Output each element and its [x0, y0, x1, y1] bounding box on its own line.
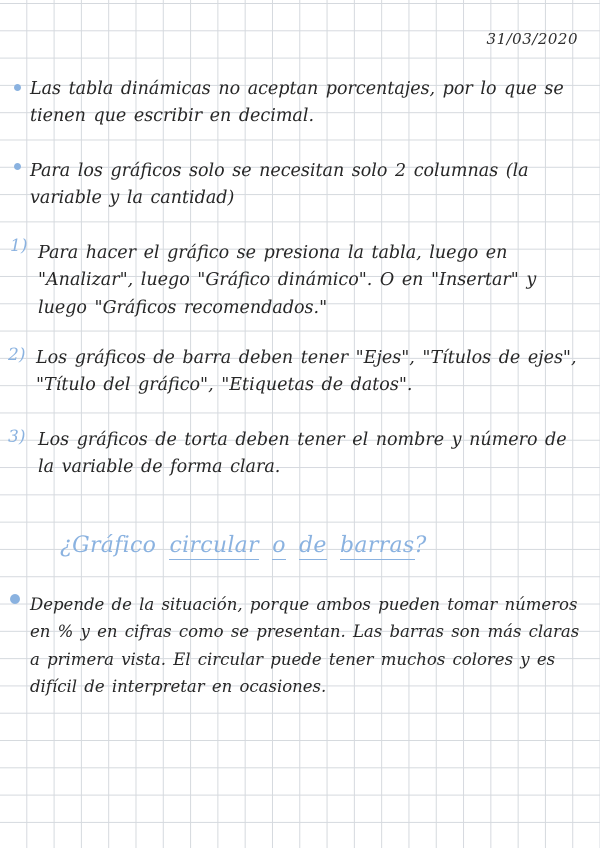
note-3-text: Para hacer el gráfico se presiona la tabla, luego en "Analizar", luego "Gráfico dinámico". O en "Insertar" y luego "Gráficos recomendados." [38, 243, 537, 318]
heading-word-barras: barras [340, 533, 415, 558]
heading-question-close: ? [414, 533, 427, 558]
heading-word-o: o [272, 533, 286, 558]
heading-word-circular: circular [169, 533, 259, 558]
bullet-dot-icon [14, 84, 21, 91]
heading-word-de: de [299, 533, 327, 558]
note-2-text: Para los gráficos solo se necesitan solo 2 columnas (la variable y la cantidad) [30, 161, 529, 209]
note-5-text: Los gráficos de torta deben tener el nombre y número de la variable de forma clara. [38, 430, 567, 478]
number-marker-2: 2) [8, 345, 26, 365]
number-marker-1: 1) [10, 236, 28, 256]
note-4-text: Los gráficos de barra deben tener "Ejes", "Títulos de ejes", "Título del gráfico", "Etiquetas de datos". [36, 348, 577, 396]
answer-text: Depende de la situación, porque ambos pueden tomar números en % y en cifras como se presentan. Las barras son más claras a primera vista. El circular puede tener muchos colores y es difícil de interpretar en ocasiones. [30, 595, 580, 696]
date-label: 31/03/2020 [486, 30, 578, 48]
heading-question-open: ¿ [60, 533, 73, 558]
number-marker-3: 3) [8, 427, 26, 447]
note-1-text: Las tabla dinámicas no aceptan porcentajes, por lo que se tienen que escribir en decimal. [30, 79, 564, 127]
bullet-dot-icon [14, 163, 21, 170]
answer-bullet-icon [10, 594, 20, 604]
section-heading [60, 533, 427, 558]
heading-word-grafico: Gráfico [72, 533, 157, 558]
